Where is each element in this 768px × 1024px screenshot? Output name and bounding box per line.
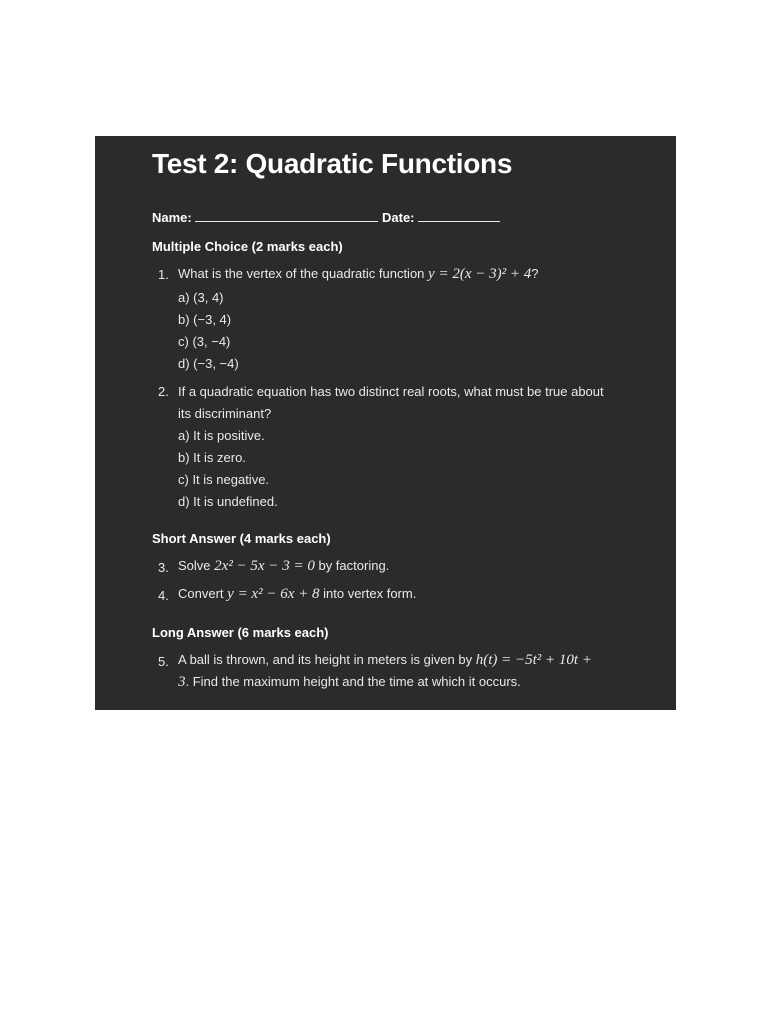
question-1-formula: y = 2(x − 3)² + 4	[428, 266, 532, 282]
question-1-option-d: d) (−3, −4)	[178, 356, 239, 371]
section-long-answer: Long Answer (6 marks each)	[152, 625, 329, 640]
question-3-number: 3.	[158, 560, 169, 575]
name-date-line	[152, 210, 500, 225]
question-1-option-a: a) (3, 4)	[178, 290, 224, 305]
test-sheet	[95, 136, 676, 710]
question-3-post: by factoring.	[318, 558, 390, 573]
question-3-text	[178, 558, 389, 575]
question-5-formula-part-2: 3	[178, 674, 186, 690]
date-blank	[418, 210, 500, 222]
date-label: Date:	[382, 210, 415, 225]
question-2-option-a: a) It is positive.	[178, 428, 265, 443]
question-2-option-b: b) It is zero.	[178, 450, 246, 465]
question-1-stem: What is the vertex of the quadratic function	[178, 266, 425, 281]
section-multiple-choice: Multiple Choice (2 marks each)	[152, 239, 343, 254]
question-4-formula: y = x² − 6x + 8	[227, 586, 320, 602]
question-1-number: 1.	[158, 267, 169, 282]
question-1-end: ?	[531, 266, 539, 281]
question-2-number: 2.	[158, 384, 169, 399]
question-5-stem: A ball is thrown, and its height in meters is given by	[178, 652, 473, 667]
question-1-option-b: b) (−3, 4)	[178, 312, 232, 327]
page-title: Test 2: Quadratic Functions	[152, 148, 513, 179]
question-3-formula: 2x² − 5x − 3 = 0	[214, 558, 315, 574]
question-5-number: 5.	[158, 654, 169, 669]
question-3-pre: Solve	[178, 558, 211, 573]
question-5-line-1	[178, 652, 592, 669]
name-label: Name:	[152, 210, 192, 225]
name-blank	[195, 210, 378, 222]
question-4-pre: Convert	[178, 586, 224, 601]
question-5-line-2	[178, 674, 521, 691]
question-4-text	[178, 586, 416, 603]
question-2-line-1: If a quadratic equation has two distinct real roots, what must be true about	[178, 384, 604, 399]
question-2-line-2: its discriminant?	[178, 406, 272, 421]
question-2-option-c: c) It is negative.	[178, 472, 270, 487]
question-4-post: into vertex form.	[323, 586, 417, 601]
question-5-formula-part-1: h(t) = −5t² + 10t +	[475, 652, 592, 668]
question-5-rest: . Find the maximum height and the time at which it occurs.	[185, 674, 521, 689]
question-4-number: 4.	[158, 588, 169, 603]
question-2-option-d: d) It is undefined.	[178, 494, 278, 509]
question-1-text	[178, 266, 538, 283]
question-1-option-c: c) (3, −4)	[178, 334, 231, 349]
section-short-answer: Short Answer (4 marks each)	[152, 531, 331, 546]
